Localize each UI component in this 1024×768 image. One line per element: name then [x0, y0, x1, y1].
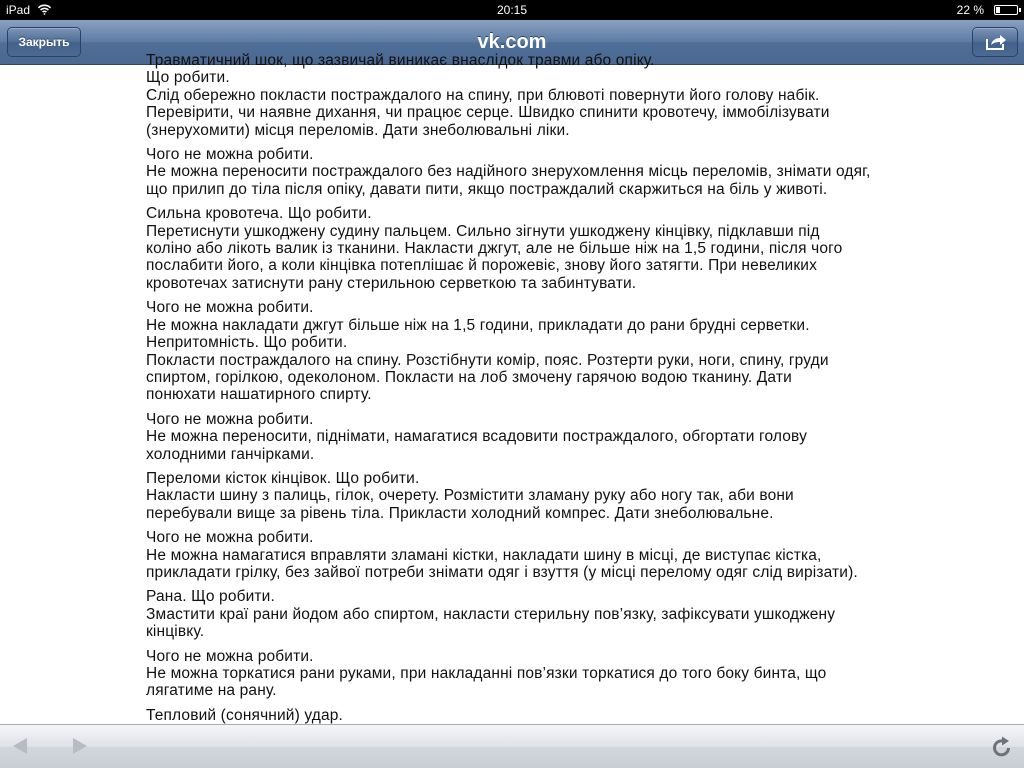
reload-icon[interactable] [992, 736, 1012, 758]
page-title: vk.com [477, 31, 547, 53]
paragraph [146, 588, 966, 640]
text-line: понюхати нашатирного спирту. [146, 386, 372, 404]
paragraph [146, 411, 966, 463]
text-line: Переломи кісток кінцівок. Що робити. [146, 469, 420, 487]
text-line: Сильна кровотеча. Що робити. [146, 205, 372, 223]
forward-arrow-icon[interactable] [72, 737, 88, 755]
share-button[interactable] [972, 27, 1018, 57]
text-line: Чого не можна робити. [146, 647, 314, 665]
text-line: Не можна намагатися вправляти зламані кістки, накладати шину в місці, де виступає кістка, [146, 546, 822, 564]
text-line: кінцівку. [146, 623, 205, 641]
paragraph [146, 205, 966, 292]
device-name: iPad [6, 3, 31, 17]
paragraph [146, 299, 966, 403]
paragraph [146, 52, 966, 139]
text-line: Перевірити, чи наявне дихання, чи працює серце. Швидко спинити кровотечу, іммобілізувати [146, 104, 830, 122]
paragraph [146, 470, 966, 522]
text-line: Чого не можна робити. [146, 529, 314, 547]
text-line: коліно або лікоть валик із тканини. Накласти джгут, але не більше ніж на 1,5 години, після чого [146, 240, 843, 258]
text-line: кровотечах затиснути рану стерильною серветкою та забинтувати. [146, 274, 637, 292]
text-line: Чого не можна робити. [146, 410, 314, 428]
text-line: Накласти шину з палиць, гілок, очерету. Розмістити зламану руку або ногу так, аби вони [146, 487, 794, 505]
article-text [146, 52, 966, 731]
text-line: Слід обережно покласти постраждалого на спину, при блювоті повернути його голову набік. [146, 86, 820, 104]
clock: 20:15 [496, 3, 528, 17]
text-line: спиртом, горілкою, одеколоном. Покласти на лоб змочену гарячою водою тканину. Дати [146, 368, 792, 386]
text-line: Не можна переносити, піднімати, намагатися всадовити постраждалого, обгортати голову [146, 428, 807, 446]
text-line: Покласти постраждалого на спину. Розстібнути комір, пояс. Розтерти руки, ноги, спину, груди [146, 351, 829, 369]
text-line: Перетиснути ушкоджену судину пальцем. Сильно зігнути ушкоджену кінцівку, підклавши під [146, 222, 820, 240]
text-line: Чого не можна робити. [146, 146, 314, 164]
bottom-toolbar [0, 724, 1024, 768]
text-line: Що робити. [146, 69, 230, 87]
text-line: холодними ганчірками. [146, 445, 315, 463]
battery-level [996, 7, 1000, 13]
paragraph [146, 707, 966, 724]
back-arrow-icon[interactable] [12, 737, 28, 755]
text-line: Травматичний шок, що зазвичай виникає внаслідок травми або опіку. [146, 52, 655, 69]
battery-percent: 22 % [956, 3, 984, 17]
text-line: Тепловий (сонячний) удар. [146, 706, 343, 724]
paragraph [146, 529, 966, 581]
text-line: Не можна накладати джгут більше ніж на 1,5 години, прикладати до рани брудні серветки. [146, 316, 810, 334]
text-line: (знерухомити) місця переломів. Дати знеболювальні ліки. [146, 121, 570, 139]
text-line: Рана. Що робити. [146, 588, 275, 606]
text-line: перебували вище за рівень тіла. Прикласти холодний компрес. Дати знеболювальне. [146, 504, 774, 522]
text-line: Змастити краї рани йодом або спиртом, накласти стерильну пов’язку, зафіксувати ушкоджену [146, 605, 836, 623]
text-line: прикладати грілку, без зайвої потреби знімати одяг і взуття (у місці перелому одяг слід вирізати). [146, 563, 858, 581]
paragraph [146, 146, 966, 198]
status-bar [0, 0, 1024, 20]
text-line: Непритомність. Що робити. [146, 334, 348, 352]
text-line: Не можна торкатися рани руками, при накладанні пов’язки торкатися до того боку бинта, що [146, 665, 827, 682]
share-icon [985, 33, 1007, 51]
text-line: лягатиме на рану. [146, 682, 277, 700]
battery-icon [994, 5, 1018, 15]
text-line: Не можна переносити постраждалого без надійного знерухомлення місць переломів, знімати одяг, [146, 163, 871, 181]
paragraph [146, 648, 966, 700]
text-line: що прилип до тіла після опіку, давати пити, якщо постраждалий скаржиться на біль у животі. [146, 180, 828, 198]
web-content[interactable] [0, 52, 1024, 724]
text-line: послабити його, а коли кінцівка потеплішає й порожевіє, знову його затягти. При невеликих [146, 257, 817, 275]
text-line: Чого не можна робити. [146, 299, 314, 317]
close-button[interactable]: Закрыть [7, 27, 81, 57]
